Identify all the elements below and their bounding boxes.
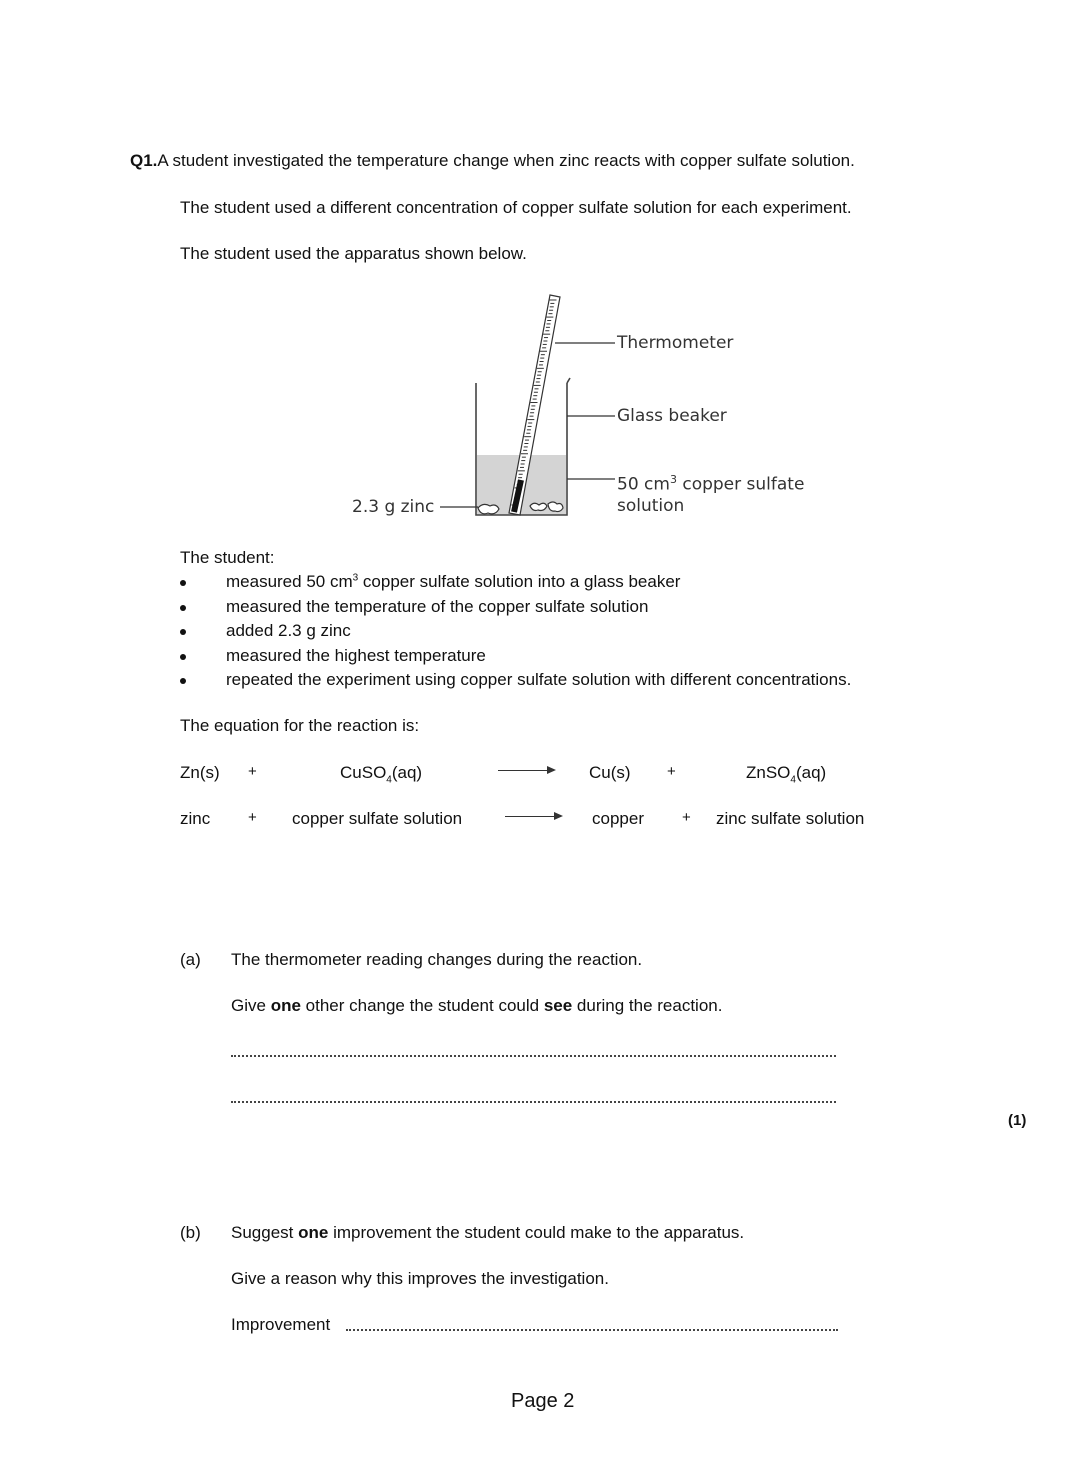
eq-znso4: ZnSO$_4$(aq) (746, 763, 827, 786)
solution-label: 50 $cm^3$ copper sulfate solution (617, 473, 805, 516)
part-b-line-2: Give a reason why this improves the investigation. (231, 1269, 609, 1288)
eq-cuso4: CuSO$_4$(aq) (340, 763, 423, 786)
glass-beaker-label: Glass beaker (617, 406, 727, 426)
zinc-label: 2.3 g zinc (352, 497, 435, 517)
improvement-answer-line[interactable] (346, 1329, 838, 1331)
word-plus: + (248, 809, 257, 826)
word-zinc-sulfate: zinc sulfate solution (716, 809, 865, 828)
bullet (180, 580, 186, 586)
question-line-2: The student used a different concentration of copper sulfate solution for each experiment. (180, 198, 852, 217)
eq-cu: Cu(s) (589, 763, 631, 782)
method-heading: The student: (180, 548, 275, 567)
eq-plus: + (248, 763, 257, 780)
part-a-label: (a) (180, 950, 201, 969)
word-copper: copper (592, 809, 644, 828)
page-number: Page 2 (511, 1390, 575, 1412)
method-step-2: measured the temperature of the copper sulfate solution (226, 597, 649, 616)
reaction-arrow (505, 816, 561, 817)
equation-heading: The equation for the reaction is: (180, 716, 420, 735)
word-plus: + (682, 809, 691, 826)
answer-line[interactable] (231, 1055, 836, 1057)
method-step-5: repeated the experiment using copper sulfate solution with different concentrations. (226, 670, 852, 689)
method-step-3: added 2.3 g zinc (226, 621, 351, 640)
word-copper-sulfate: copper sulfate solution (292, 809, 463, 828)
bullet (180, 629, 186, 635)
question-line-3: The student used the apparatus shown below. (180, 244, 527, 263)
word-zinc: zinc (180, 809, 211, 828)
part-b-line-1: Suggest one improvement the student could make to the apparatus. (231, 1223, 745, 1242)
apparatus-diagram (0, 0, 1080, 540)
bullet (180, 654, 186, 660)
thermometer-label: Thermometer (617, 333, 734, 353)
eq-zn: Zn(s) (180, 763, 220, 782)
marks-label: (1) (1008, 1112, 1027, 1129)
part-a-line-1: The thermometer reading changes during the reaction. (231, 950, 643, 969)
answer-line[interactable] (231, 1101, 836, 1103)
part-b-label: (b) (180, 1223, 201, 1242)
question-intro-text: A student investigated the temperature change when zinc reacts with copper sulfate solution. (157, 151, 855, 170)
reaction-arrow (498, 770, 554, 771)
eq-plus: + (667, 763, 676, 780)
method-step-1: measured 50 $cm^3$ copper sulfate solution into a glass beaker (226, 572, 681, 591)
bullet (180, 605, 186, 611)
part-a-line-2: Give one other change the student could see during the reaction. (231, 996, 723, 1015)
method-step-4: measured the highest temperature (226, 646, 486, 665)
question-number: Q1. (130, 151, 158, 170)
improvement-label: Improvement (231, 1315, 331, 1334)
bullet (180, 678, 186, 684)
